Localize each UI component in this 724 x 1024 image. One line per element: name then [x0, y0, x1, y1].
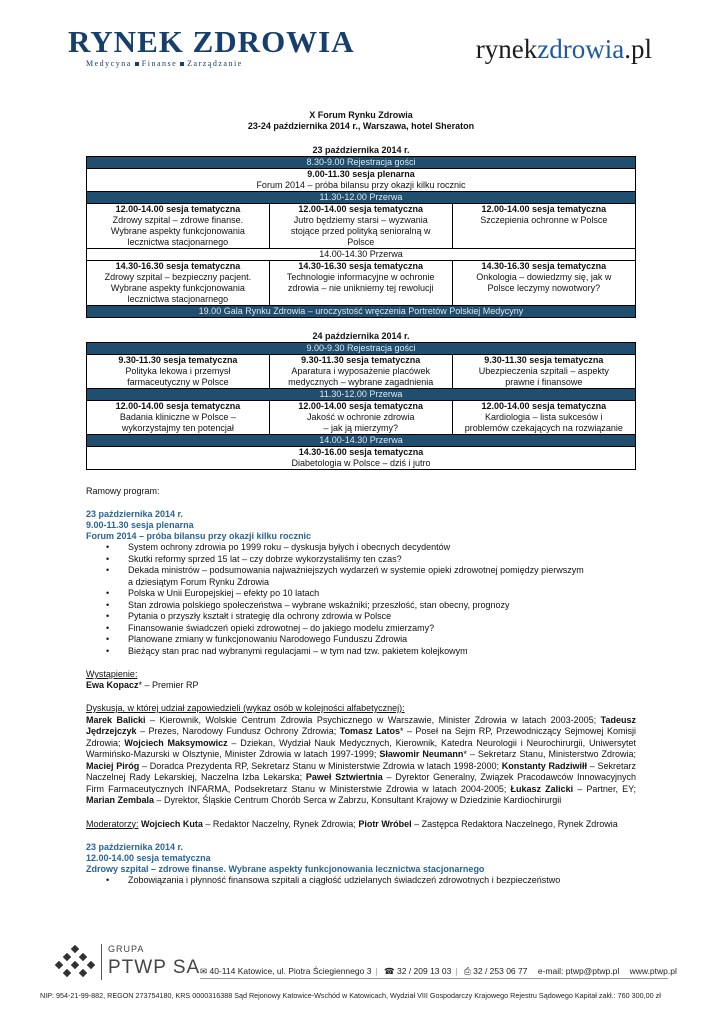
day2-schedule-table — [86, 342, 636, 470]
fax-icon: ⎙ — [463, 966, 471, 976]
logo-name: RYNEK ZDROWIA — [68, 24, 355, 59]
day1-session-b3: 14.30-16.30 sesja tematyczna Onkologia – dowiedzmy się, jak w Polsce leczymy nowotwory? — [452, 261, 635, 306]
day2-session-b3: 12.00-14.00 sesja tematyczna Kardiologia – lista sukcesów i problemów czekających na rozwiązanie — [452, 401, 635, 435]
rynek-zdrowia-logo — [68, 24, 355, 68]
program-session2-block — [86, 842, 636, 887]
footer-email[interactable]: e-mail: ptwp@ptwp.pl — [537, 966, 620, 976]
panel-block — [86, 703, 636, 807]
program-time2: 12.00-14.00 sesja tematyczna — [86, 853, 211, 863]
footer-www[interactable]: www.ptwp.pl — [629, 966, 677, 976]
day1-schedule-table — [86, 156, 636, 318]
footer-legal-text: NIP: 954-21-99-882, REGON 273754180, KRS 0000316388 Sąd Rejonowy Katowice-Wschód w Katowicach, Wydział VIII Gospodarczy Krajowego Rejestru Sądowego Kapitał zakł.: 760 300,00 zł — [40, 991, 661, 1000]
day1-registration: 8.30-9.00 Rejestracja gości — [87, 157, 636, 169]
footer-fax: 32 / 253 06 77 — [473, 966, 528, 976]
moderators: Moderatorzy: Wojciech Kuta – Redaktor Naczelny, Rynek Zdrowia; Piotr Wróbel – Zastępca Redaktora Naczelnego, Rynek Zdrowia — [86, 818, 618, 829]
day1-break2: 14.00-14.30 Przerwa — [87, 249, 636, 261]
day1-plenary: 9.00-11.30 sesja plenarna Forum 2014 – próba bilansu przy okazji kilku rocznic — [87, 169, 636, 192]
day1-title: 23 października 2014 r. — [312, 145, 410, 155]
day2-title: 24 października 2014 r. — [312, 331, 410, 341]
day2-session-a1: 9.30-11.30 sesja tematyczna Polityka lekowa i przemysł farmaceutyczny w Polsce — [87, 355, 270, 389]
speaker: Ewa Kopacz* – Premier RP — [86, 680, 199, 690]
day1-session-a2: 12.00-14.00 sesja tematyczna Jutro będziemy starsi – wyzwania stojące przed polityką senioralną w Polsce — [269, 204, 452, 249]
list-item: • Dekada ministrów – podsumowania najważniejszych wydarzeń w systemie opieki zdrowotnej pomiędzy pierwszym a dziesiątym Forum Rynku Zdrowia — [106, 565, 584, 587]
ptwp-logo — [55, 944, 208, 984]
day2-final-session: 14.30-16.00 sesja tematyczna Diabetologia w Polsce – dziś i jutro — [87, 447, 636, 470]
envelope-icon: ✉ — [200, 966, 208, 976]
event-subtitle: 23-24 października 2014 r., Warszawa, hotel Sheraton — [247, 121, 475, 131]
logo-tagline: Medycyna Finanse Zarządzanie — [86, 59, 243, 68]
program-topic: Forum 2014 – próba bilansu przy okazji kilku rocznic — [86, 531, 312, 541]
day2-break2: 14.00-14.30 Przerwa — [87, 435, 636, 447]
program-date2: 23 października 2014 r. — [86, 842, 184, 852]
footer-address: 40-114 Katowice, ul. Piotra Ściegiennego 3 — [209, 966, 372, 976]
program-date: 23 października 2014 r. — [86, 509, 184, 519]
footer-contact: ✉ 40-114 Katowice, ul. Piotra Ściegiennego 3 | ☎ 32 / 209 13 03 | ⎙ 32 / 253 06 77 e-mail: ptwp@ptwp.pl www.ptwp.pl — [200, 966, 677, 976]
panel-list: Marek Balicki – Kierownik, Wolskie Centrum Zdrowia Psychicznego w Warszawie, Minister Zdrowia w latach 2003-2005; Tadeusz Jędrzejczyk – Prezes, Narodowy Fundusz Ochrony Zdrowia; Tomasz Latos* – Poseł na Sejm RP, Przewodniczący Sejmowej Komisji Zdrowia; Wojciech Maksymowicz – Dziekan, Wydział Nauk Medycznych, Kierownik, Katedra Neurologii i Neurochirurgii, Uniwersytet Warmińsko-Mazurski w Olsztynie, Minister Zdrowia w latach 1997-1999; Sławomir Neumann* – Sekretarz Stanu, Ministerstwo Zdrowia; Maciej Piróg – Doradca Prezydenta RP, Sekretarz Stanu w Ministerstwie Zdrowia w latach 1998-2000; Konstanty Radziwiłł – Sekretarz Naczelnej Rady Lekarskiej, Naczelna Izba Lekarska; Paweł Sztwiertnia – Dyrektor Generalny, Związek Pracodawców Innowacyjnych Firm Farmaceutycznych INFARMA, Podsekretarz Stanu w Ministerstwie Zdrowia w latach 2004-2005; Łukasz Zalicki – Partner, EY; Marian Zembala – Dyrektor, Śląskie Centrum Chorób Serca w Zabrzu, Konsultant Krajowy w Dziedzinie Kardiochirurgii — [86, 714, 636, 805]
day1-session-b1: 14.30-16.30 sesja tematyczna Zdrowy szpital – bezpieczny pacjent. Wybrane aspekty funkcjonowania lecznictwa stacjonarnego — [87, 261, 270, 306]
list-item: • Skutki reformy sprzed 15 lat – czy dobrze wykorzystaliśmy ten czas? — [106, 553, 402, 564]
list-item: • Finansowanie świadczeń opieki zdrowotnej – do jakiego modelu zmierzamy? — [106, 622, 435, 633]
day2-session-a2: 9.30-11.30 sesja tematyczna Aparatura i wyposażenie placówek medycznych – wybrane zagadnienia — [269, 355, 452, 389]
event-title: X Forum Rynku Zdrowia — [309, 110, 413, 120]
program-bullet-list — [106, 542, 636, 657]
list-item: • Stan zdrowia polskiego społeczeństwa – wybrane wskaźniki; przeszłość, stan obecny, prognozy — [106, 599, 510, 610]
list-item: • Planowane zmiany w funkcjonowaniu Narodowego Funduszu Zdrowia — [106, 634, 408, 644]
day1-session-a1: 12.00-14.00 sesja tematyczna Zdrowy szpital – zdrowe finanse. Wybrane aspekty funkcjonowania lecznictwa stacjonarnego — [87, 204, 270, 249]
footer-divider — [200, 978, 668, 979]
program-time: 9.00-11.30 sesja plenarna — [86, 520, 194, 530]
ptwp-grupa-label: GRUPA — [108, 944, 145, 954]
day2-registration: 9.00-9.30 Rejestracja gości — [87, 343, 636, 355]
list-item: • Polska w Unii Europejskiej – efekty po 10 latach — [106, 588, 320, 598]
program-label: Ramowy program: — [86, 486, 160, 496]
list-item: • System ochrony zdrowia po 1999 roku – dyskusja byłych i obecnych decydentów — [106, 542, 451, 552]
program-topic2: Zdrowy szpital – zdrowe finanse. Wybrane aspekty funkcjonowania lecznictwa stacjonarnego — [86, 864, 485, 874]
list-item: • Pytania o przyszły kształt i strategię dla ochrony zdrowia w Polsce — [106, 611, 392, 621]
ptwp-name: PTWP SA — [108, 957, 201, 978]
day2-session-a3: 9.30-11.30 sesja tematyczna Ubezpieczenia szpitali – aspekty prawne i finansowe — [452, 355, 635, 389]
document-body — [86, 110, 636, 887]
program-plenary-block — [86, 509, 636, 657]
day1-session-b2: 14.30-16.30 sesja tematyczna Technologie informacyjne w ochronie zdrowia – nie unikniemy tej rewolucji — [269, 261, 452, 306]
day2-session-b1: 12.00-14.00 sesja tematyczna Badania kliniczne w Polsce – wykorzystajmy ten potencjał — [87, 401, 270, 435]
day2-session-b2: 12.00-14.00 sesja tematyczna Jakość w ochronie zdrowia – jak ją mierzymy? — [269, 401, 452, 435]
speech-label: Wystąpienie: — [86, 669, 138, 679]
panel-label: Dyskusja, w której udział zapowiedzieli (wykaz osób w kolejności alfabetycznej): — [86, 703, 405, 713]
phone-icon: ☎ — [384, 966, 395, 976]
day1-session-a3: 12.00-14.00 sesja tematyczna Szczepienia ochronne w Polsce — [452, 204, 635, 249]
footer-phone: 32 / 209 13 03 — [396, 966, 452, 976]
speech-block — [86, 669, 636, 691]
list-item: • Zobowiązania i płynność finansowa szpitali a ciągłość udzielanych świadczeń zdrowotnych i bezpieczeństwo — [106, 875, 561, 885]
day1-break1: 11.30-12.00 Przerwa — [87, 192, 636, 204]
day1-gala: 19.00 Gala Rynku Zdrowia – uroczystość wręczenia Portretów Polskiej Medycyny — [87, 306, 636, 318]
day2-break1: 11.30-12.00 Przerwa — [87, 389, 636, 401]
list-item: • Bieżący stan prac nad wybranymi regulacjami – w tym nad tzw. pakietem kolejkowym — [106, 645, 468, 656]
rynekzdrowia-pl-logo: rynekzdrowia.pl — [475, 34, 652, 64]
ptwp-diamond-icon — [55, 944, 97, 980]
program-bullet-list-2 — [106, 875, 636, 887]
